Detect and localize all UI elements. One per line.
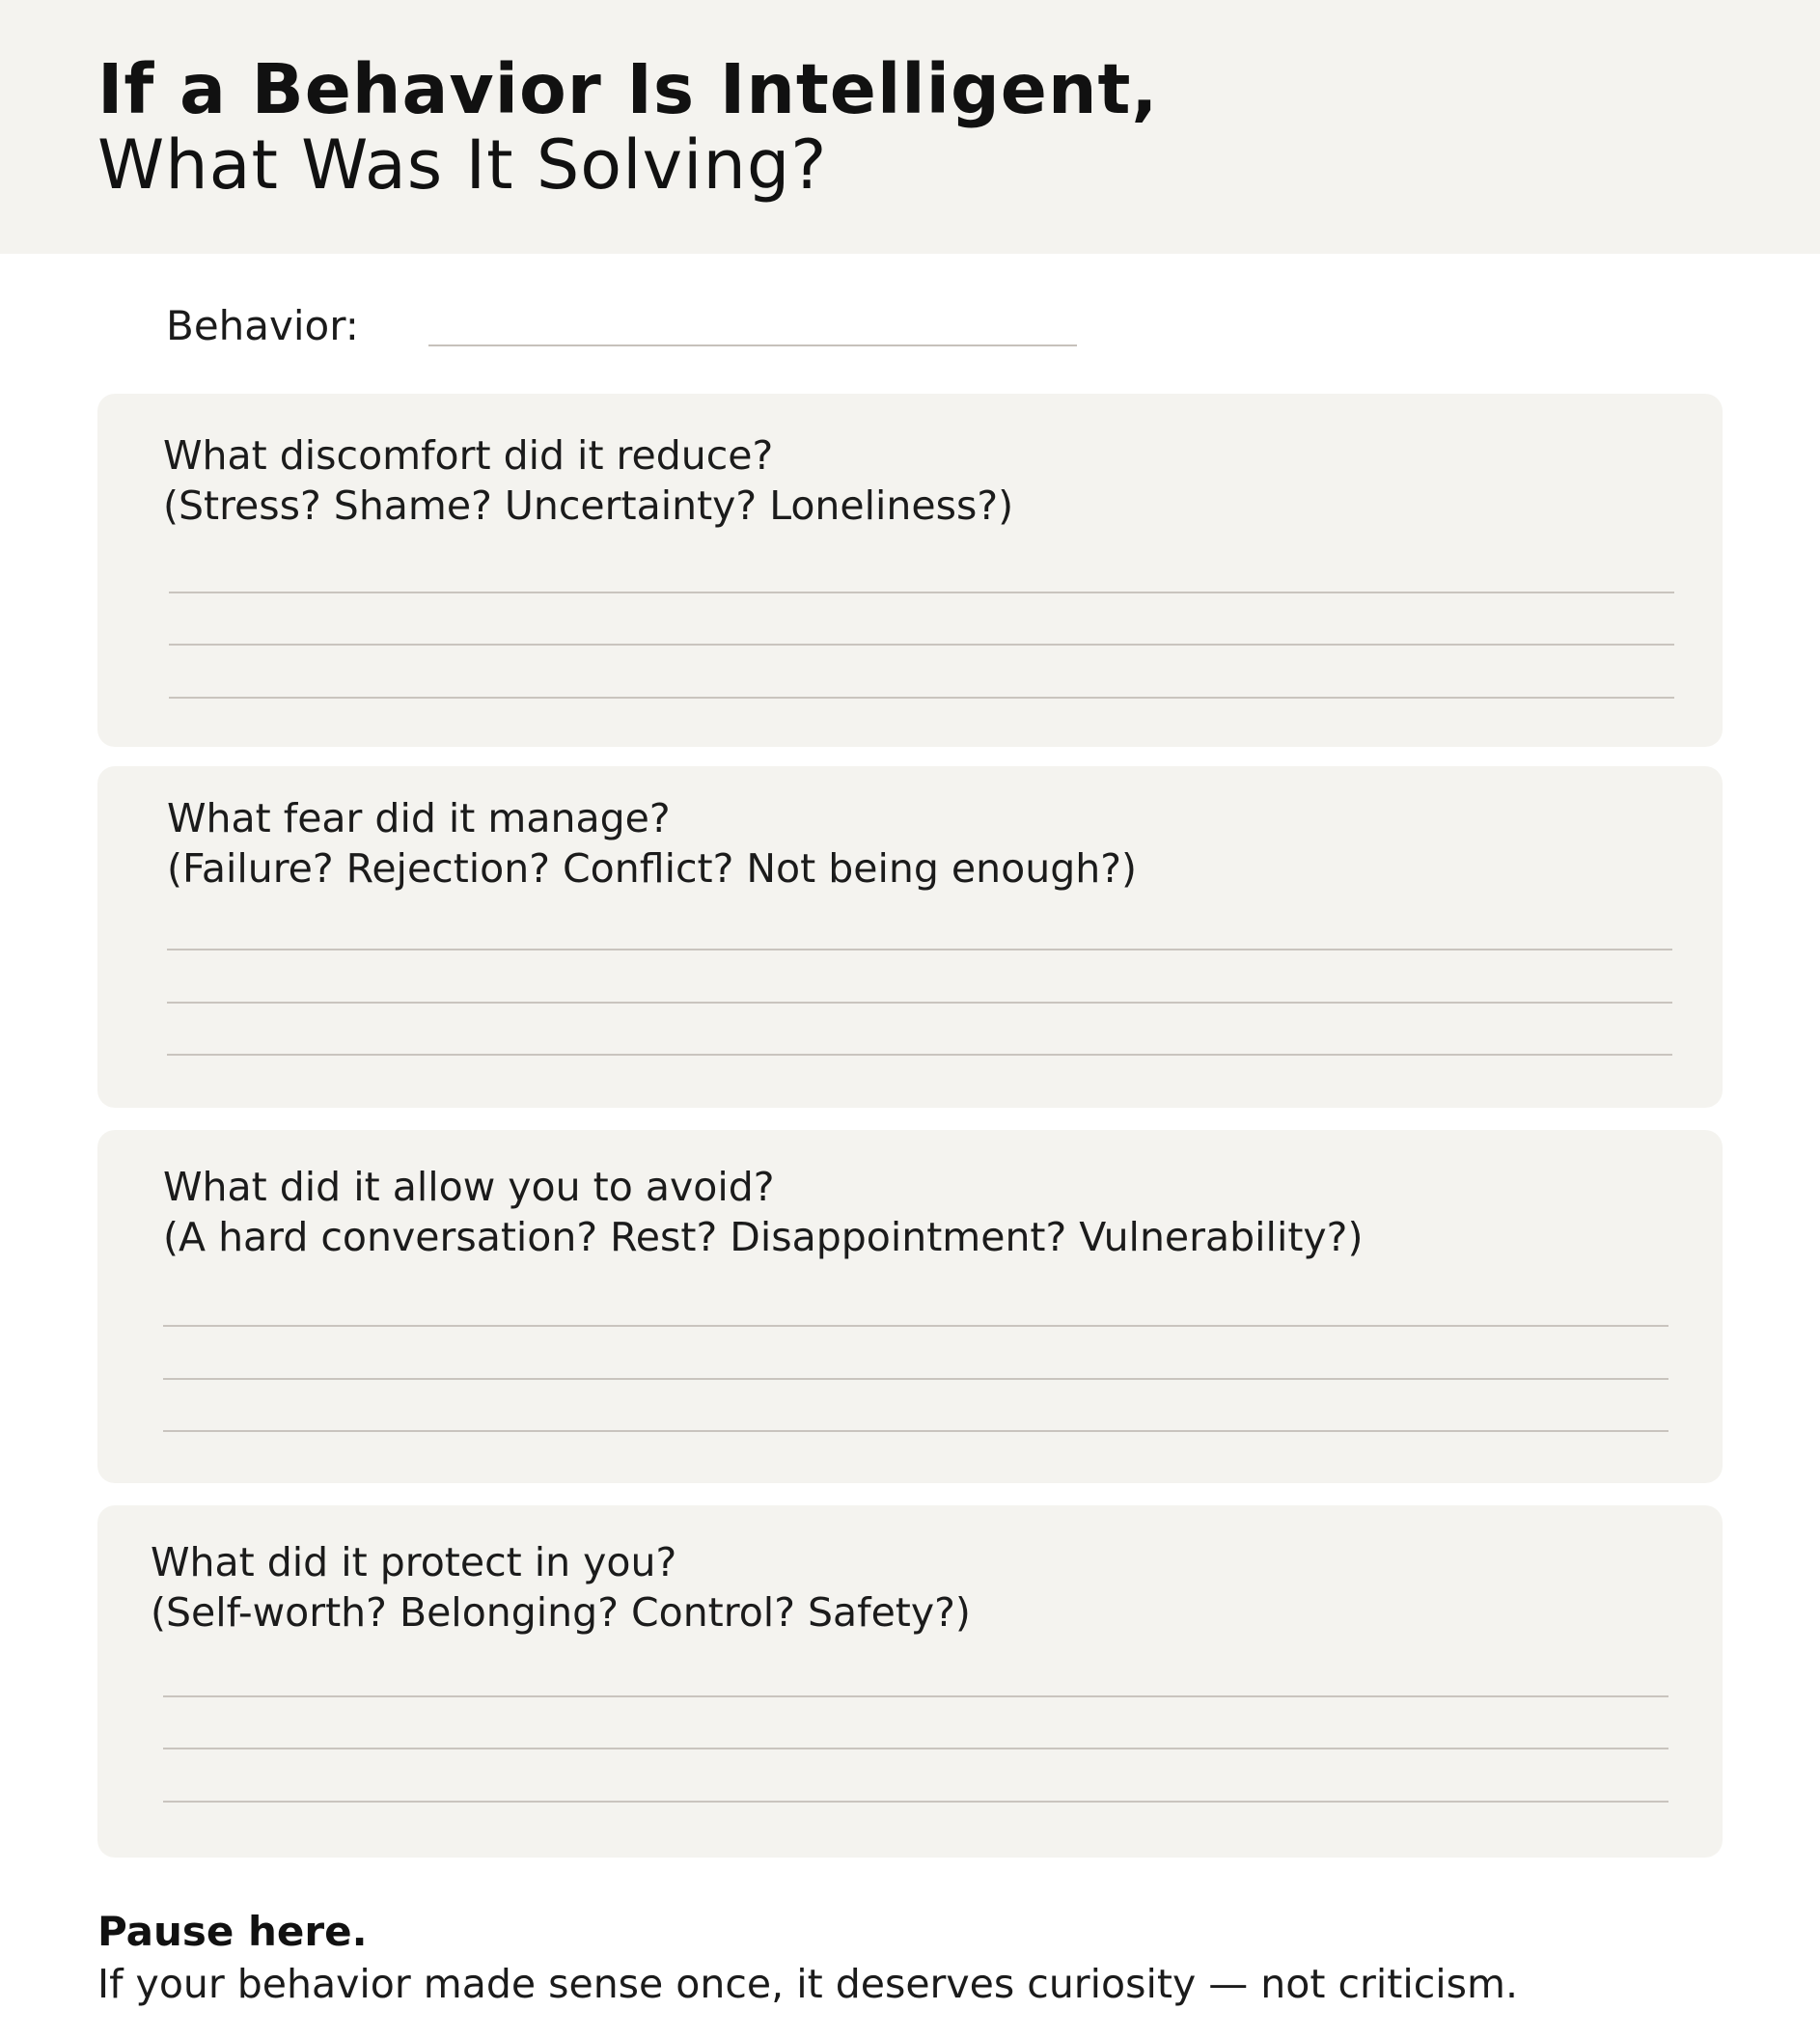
question-card-discomfort xyxy=(97,394,1723,747)
question-avoid-examples: (A hard conversation? Rest? Disappointment? Vulnerability?) xyxy=(163,1214,1364,1260)
question-fear-examples: (Failure? Rejection? Conflict? Not being enough?) xyxy=(167,845,1137,892)
answer-line[interactable] xyxy=(163,1801,1668,1803)
question-fear: What fear did it manage? xyxy=(167,795,671,841)
answer-line[interactable] xyxy=(169,644,1674,646)
answer-line[interactable] xyxy=(163,1748,1668,1749)
answer-line[interactable] xyxy=(167,1054,1672,1056)
answer-line[interactable] xyxy=(163,1325,1668,1327)
answer-line[interactable] xyxy=(167,949,1672,950)
answer-line[interactable] xyxy=(169,592,1674,593)
behavior-field[interactable] xyxy=(428,341,1077,346)
question-discomfort-examples: (Stress? Shame? Uncertainty? Loneliness?) xyxy=(163,482,1014,529)
answer-line[interactable] xyxy=(163,1378,1668,1380)
question-discomfort: What discomfort did it reduce? xyxy=(163,432,774,479)
question-card-protect xyxy=(97,1505,1723,1858)
answer-line[interactable] xyxy=(169,697,1674,699)
page-title: If a Behavior Is Intelligent, xyxy=(97,49,1159,129)
header-banner xyxy=(0,0,1820,254)
answer-line[interactable] xyxy=(163,1695,1668,1697)
question-card-fear xyxy=(97,766,1723,1108)
question-protect: What did it protect in you? xyxy=(151,1539,677,1585)
answer-line[interactable] xyxy=(163,1430,1668,1432)
pause-message: If your behavior made sense once, it deserves curiosity — not criticism. xyxy=(97,1961,1518,2007)
question-protect-examples: (Self-worth? Belonging? Control? Safety?) xyxy=(151,1589,971,1636)
behavior-label: Behavior: xyxy=(166,302,359,349)
pause-heading: Pause here. xyxy=(97,1908,368,1955)
question-avoid: What did it allow you to avoid? xyxy=(163,1164,775,1210)
page-subtitle: What Was It Solving? xyxy=(97,125,828,205)
answer-line[interactable] xyxy=(167,1002,1672,1004)
question-card-avoid xyxy=(97,1130,1723,1483)
